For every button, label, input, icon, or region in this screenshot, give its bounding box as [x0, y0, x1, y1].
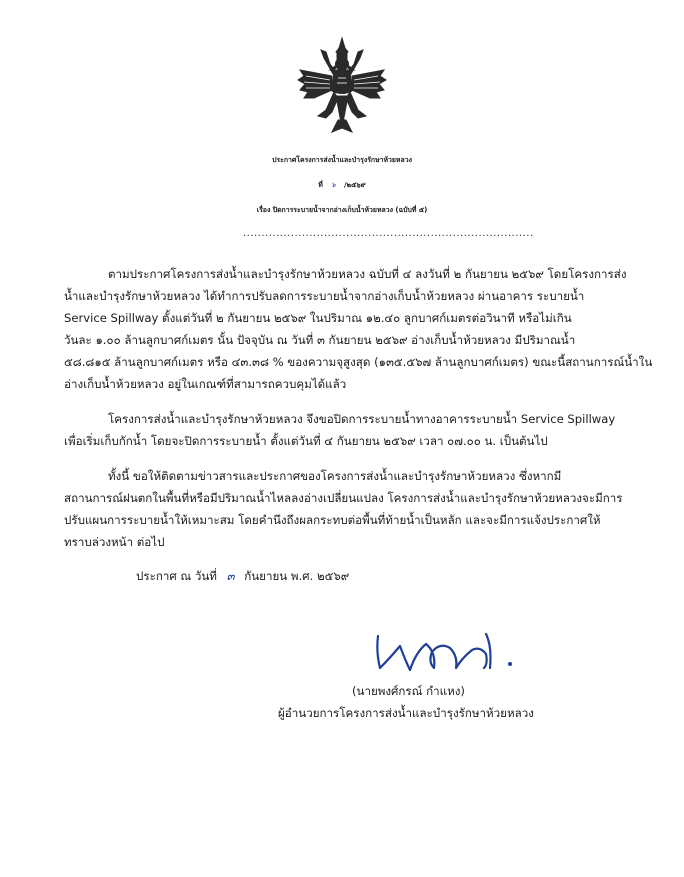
paragraph3-line: ปรับแผนการระบายน้ำให้เหมาะสม โดยคำนึงถึงผลกระทบต่อพื้นที่ท้ายน้ำเป็นหลัก และจะมีการแจ้งประกาศให้ [64, 513, 601, 527]
number-suffix: /๒๕๖๙ [344, 181, 366, 189]
announcement-dateline [136, 568, 349, 586]
paragraph2-line: เพื่อเริ่มเก็บกักน้ำ โดยจะปิดการระบายน้ำ ตั้งแต่วันที่ ๔ กันยายน ๒๕๖๙ เวลา ๐๗.๐๐ น. เป็นต้นไป [64, 434, 548, 448]
announcement-subject: เรื่อง ปิดการระบายน้ำจากอ่างเก็บน้ำห้วยหลวง (ฉบับที่ ๕) [256, 206, 428, 214]
paragraph1-line: วันละ ๑.๐๐ ล้านลูกบาศก์เมตร นั้น ปัจจุบัน ณ วันที่ ๓ กันยายน ๒๕๖๙ อ่างเก็บน้ำห้วยหลวง มีปริมาณน้ำ [64, 333, 576, 347]
number-prefix: ที่ [318, 181, 323, 189]
dateline-suffix: กันยายน พ.ศ. ๒๕๖๙ [244, 569, 350, 583]
paragraph3-line: ทราบล่วงหน้า ต่อไป [64, 535, 165, 549]
paragraph1-line: อ่างเก็บน้ำห้วยหลวง อยู่ในเกณฑ์ที่สามารถควบคุมได้แล้ว [64, 377, 347, 391]
paragraph2-line: โครงการส่งน้ำและบำรุงรักษาห้วยหลวง จึงขอปิดการระบายน้ำทางอาคารระบายน้ำ Service Spillway [108, 412, 616, 426]
announcement-title: ประกาศโครงการส่งน้ำและบำรุงรักษาห้วยหลวง [272, 156, 412, 164]
paragraph3-line: ทั้งนี้ ขอให้ติดตามข่าวสารและประกาศของโครงการส่งน้ำและบำรุงรักษาห้วยหลวง ซึ่งหากมี [108, 469, 562, 483]
paragraph1-line: Service Spillway ตั้งแต่วันที่ ๒ กันยายน ๒๕๖๙ ในปริมาณ ๑๒.๔๐ ลูกบาศก์เมตรต่อวินาที หรือไม่เกิน [64, 311, 572, 325]
paragraph1-line: น้ำและบำรุงรักษาห้วยหลวง ได้ทำการปรับลดการระบายน้ำจากอ่างเก็บน้ำห้วยหลวง ผ่านอาคาร ระบายน้ำ [64, 289, 585, 303]
signer-name: (นายพงศ์กรณ์ กำแหง) [352, 684, 465, 698]
number-handwritten: ๖ [331, 181, 336, 189]
dateline-prefix: ประกาศ ณ วันที่ [136, 569, 217, 583]
paragraph3-line: สถานการณ์ฝนตกในพื้นที่หรือมีปริมาณน้ำไหลลงอ่างเปลี่ยนแปลง โครงการส่งน้ำและบำรุงรักษาห้วยหลวงจะมีการ [64, 491, 623, 505]
separator-dots: ............................................................................... [243, 228, 534, 239]
handwritten-signature [360, 622, 540, 678]
signer-position: ผู้อำนวยการโครงการส่งน้ำและบำรุงรักษาห้วยหลวง [278, 706, 534, 720]
dateline-day: ๓ [226, 569, 235, 583]
garuda-emblem-icon [296, 36, 388, 136]
paragraph1-line: ตามประกาศโครงการส่งน้ำและบำรุงรักษาห้วยหลวง ฉบับที่ ๔ ลงวันที่ ๒ กันยายน ๒๕๖๙ โดยโครงการส่ง [108, 267, 627, 281]
announcement-number [0, 180, 684, 191]
paragraph1-line: ๕๘.๘๑๕ ล้านลูกบาศก์เมตร หรือ ๔๓.๓๘ % ของความจุสูงสุด (๑๓๕.๕๖๗ ล้านลูกบาศก์เมตร) ขณะนี้สถานการณ์น้ำใน [64, 355, 653, 369]
